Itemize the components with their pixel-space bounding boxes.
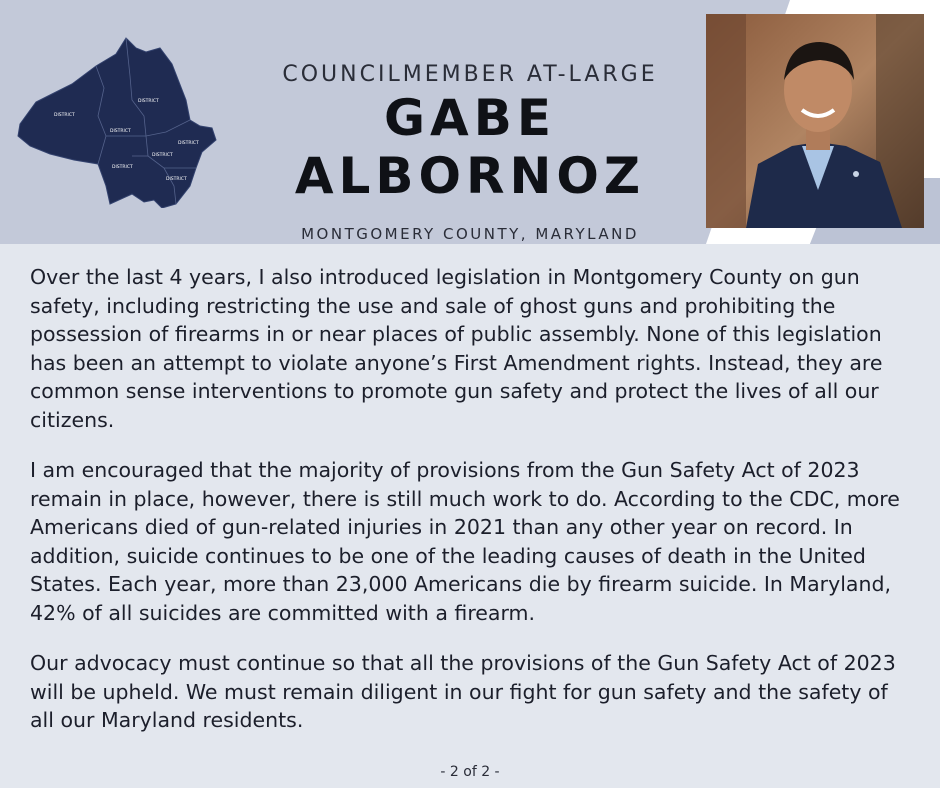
county-map: [14, 36, 220, 208]
map-label-district-6: DISTRICT: [166, 177, 187, 182]
paragraph: Over the last 4 years, I also introduced legislation in Montgomery County on gun safety, including restricting the use and sale of ghost guns and prohibiting the possession of firearms in or near places of public assembly. None of this legislation has been an attempt to violate anyone’s First Amendment rights. Instead, they are common sense interventions to promote gun safety and protect the lives of all our citizens.: [30, 265, 883, 432]
map-label-district-5: DISTRICT: [112, 165, 133, 170]
map-label-district-7: DISTRICT: [178, 141, 199, 146]
map-label-district-2: DISTRICT: [54, 113, 75, 118]
body-content: [30, 263, 915, 757]
portrait-photo: [706, 14, 924, 228]
map-label-district-1: DISTRICT: [138, 99, 159, 104]
header-location: MONTGOMERY COUNTY, MARYLAND: [301, 225, 639, 243]
map-label-district-4: DISTRICT: [152, 153, 173, 158]
paragraph: I am encouraged that the majority of provisions from the Gun Safety Act of 2023 remain in place, however, there is still much work to do. According to the CDC, more Americans died of gun-related injuries in 2021 than any other year on record. In addition, suicide continues to be one of the leading causes of death in the United States. Each year, more than 23,000 Americans die by firearm suicide. In Maryland, 42% of all suicides are committed with a firearm.: [30, 458, 900, 625]
page-number: - 2 of 2 -: [440, 764, 500, 780]
title-block: [210, 62, 730, 243]
map-label-district-3: DISTRICT: [110, 129, 131, 134]
councilmember-name: GABE ALBORNOZ: [294, 89, 646, 205]
paragraph: Our advocacy must continue so that all the provisions of the Gun Safety Act of 2023 will be upheld. We must remain diligent in our fight for gun safety and the safety of all our Maryland residents.: [30, 651, 896, 732]
header-subtitle: COUNCILMEMBER AT-LARGE: [282, 62, 658, 87]
